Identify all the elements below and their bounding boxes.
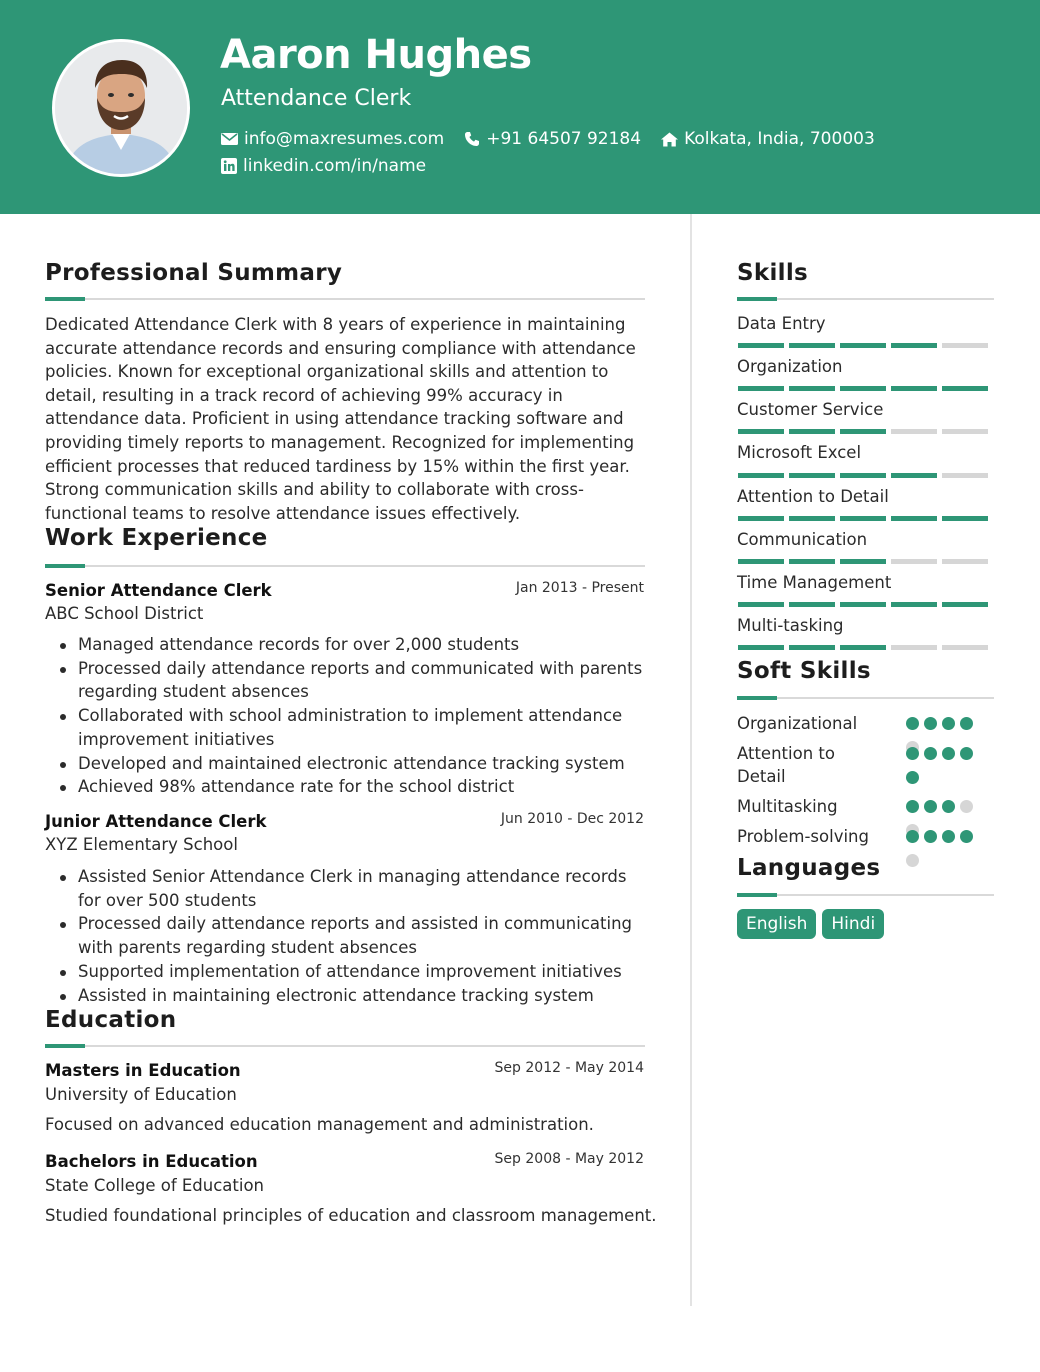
contact-location — [661, 129, 875, 149]
skill-bar-segment — [840, 429, 886, 434]
skill-bar-segment — [942, 516, 988, 521]
skill-bar — [738, 343, 993, 348]
skill-bar-segment — [942, 386, 988, 391]
rating-dot — [906, 771, 919, 784]
contact-row-secondary — [221, 156, 446, 176]
rating-dot — [924, 717, 937, 730]
skill-bar-segment — [840, 602, 886, 607]
skill-bar-segment — [942, 602, 988, 607]
rating-dot — [924, 747, 937, 760]
rating-dot — [960, 830, 973, 843]
profile-photo — [52, 39, 190, 177]
phone-icon — [464, 131, 480, 147]
skill-bar-segment — [840, 343, 886, 348]
linkedin-icon — [221, 158, 237, 174]
summary-heading: Professional Summary — [45, 260, 343, 286]
education-rule — [45, 1045, 645, 1047]
list-item: Supported implementation of attendance improvement initiatives — [60, 960, 650, 984]
skill-bar-segment — [942, 429, 988, 434]
edu-1-school: University of Education — [45, 1085, 237, 1104]
rating-dot — [960, 747, 973, 760]
skills-heading: Skills — [737, 260, 809, 286]
list-item: Managed attendance records for over 2,000 students — [60, 633, 650, 657]
skill-label: Microsoft Excel — [737, 443, 862, 462]
soft-skill-label: Problem-solving — [737, 827, 869, 846]
job-2-dates: Jun 2010 - Dec 2012 — [500, 811, 644, 827]
rating-dot — [960, 800, 973, 813]
edu-2-degree: Bachelors in Education — [45, 1152, 258, 1171]
skill-bar — [738, 473, 993, 478]
skill-label: Attention to Detail — [737, 487, 889, 506]
skill-bar-segment — [789, 343, 835, 348]
skill-bar-segment — [891, 645, 937, 650]
skill-bar-segment — [789, 473, 835, 478]
skills-rule — [737, 298, 994, 300]
skill-bar-segment — [891, 559, 937, 564]
edu-1-degree: Masters in Education — [45, 1061, 241, 1080]
soft-skill-label: Organizational — [737, 714, 858, 733]
skill-bar-segment — [891, 343, 937, 348]
skill-bar-segment — [942, 559, 988, 564]
contact-row-primary — [221, 129, 895, 149]
soft-skill-dots — [906, 747, 984, 795]
email-text: info@maxresumes.com — [244, 129, 445, 149]
edu-2-desc: Studied foundational principles of education and classroom management. — [45, 1206, 657, 1225]
language-tags — [737, 909, 890, 939]
skill-bar-segment — [840, 473, 886, 478]
job-1-dates: Jan 2013 - Present — [515, 580, 644, 596]
home-icon — [661, 132, 678, 147]
skill-bar-segment — [789, 386, 835, 391]
list-item: Assisted Senior Attendance Clerk in managing attendance records for over 500 students — [60, 865, 650, 912]
list-item: Collaborated with school administration to implement attendance improvement initiatives — [60, 704, 650, 751]
experience-rule — [45, 565, 645, 567]
skill-bar-segment — [891, 473, 937, 478]
edu-1-desc: Focused on advanced education management and administration. — [45, 1115, 594, 1134]
skill-bar-segment — [789, 516, 835, 521]
list-item: Assisted in maintaining electronic attendance tracking system — [60, 984, 650, 1008]
experience-heading: Work Experience — [45, 525, 268, 551]
job-1-org: ABC School District — [45, 604, 204, 623]
skill-bar-segment — [840, 386, 886, 391]
candidate-title: Attendance Clerk — [221, 86, 412, 111]
soft-skill-dots — [906, 830, 984, 878]
list-item: Developed and maintained electronic attendance tracking system — [60, 752, 650, 776]
skill-bar-segment — [738, 516, 784, 521]
skill-bar — [738, 602, 993, 607]
languages-heading: Languages — [737, 855, 881, 881]
skill-bar-segment — [891, 429, 937, 434]
job-2-org: XYZ Elementary School — [45, 835, 238, 854]
skill-bar-segment — [738, 645, 784, 650]
rating-dot — [906, 800, 919, 813]
rating-dot — [906, 854, 919, 867]
job-2-title: Junior Attendance Clerk — [45, 812, 267, 831]
skill-label: Customer Service — [737, 400, 884, 419]
summary-text: Dedicated Attendance Clerk with 8 years of experience in maintaining accurate attendance records and ensuring compliance with attendance policies. Known for exceptional organizational skills and attention to detail, resulting in a track record of achieving 99% accuracy in attendance data. Proficient in using attendance tracking software and providing timely reports to management. Recognized for implementing efficient processes that reduced tardiness by 15% within the first year. Strong communication skills and ability to collaborate with cross-functional teams to resolve attendance issues effectively. — [45, 315, 636, 523]
skill-bar-segment — [942, 473, 988, 478]
skill-bar — [738, 516, 993, 521]
rating-dot — [924, 830, 937, 843]
skill-bar-segment — [738, 473, 784, 478]
soft-skills-heading: Soft Skills — [737, 658, 871, 684]
skill-bar — [738, 645, 993, 650]
soft-skills-rule — [737, 697, 994, 699]
skill-bar-segment — [738, 386, 784, 391]
rating-dot — [906, 830, 919, 843]
language-tag-english: English — [737, 909, 816, 939]
job-2-bullets — [60, 865, 650, 1007]
rating-dot — [906, 717, 919, 730]
skill-bar-segment — [789, 559, 835, 564]
skill-bar-segment — [738, 429, 784, 434]
skill-bar-segment — [738, 559, 784, 564]
skill-label: Time Management — [737, 573, 892, 592]
list-item: Processed daily attendance reports and communicated with parents regarding student absences — [60, 657, 650, 704]
skill-bar-segment — [789, 645, 835, 650]
edu-2-dates: Sep 2008 - May 2012 — [494, 1151, 644, 1167]
contact-linkedin[interactable] — [221, 156, 426, 176]
education-heading: Education — [45, 1007, 177, 1033]
list-item: Achieved 98% attendance rate for the school district — [60, 775, 650, 799]
skill-bar-segment — [789, 429, 835, 434]
rating-dot — [906, 747, 919, 760]
skill-bar — [738, 559, 993, 564]
skill-bar-segment — [738, 602, 784, 607]
skill-bar-segment — [789, 602, 835, 607]
resume-header — [0, 0, 1040, 214]
envelope-icon — [221, 132, 238, 146]
skill-bar-segment — [891, 516, 937, 521]
soft-skill-label: Attention to Detail — [737, 744, 835, 786]
skill-bar-segment — [891, 602, 937, 607]
skill-label: Data Entry — [737, 314, 826, 333]
skill-bar-segment — [840, 516, 886, 521]
skill-bar-segment — [942, 645, 988, 650]
languages-rule — [737, 894, 994, 896]
soft-skill-label: Multitasking — [737, 797, 838, 816]
contact-phone[interactable] — [464, 129, 641, 149]
rating-dot — [960, 717, 973, 730]
skill-bar-segment — [738, 343, 784, 348]
rating-dot — [942, 830, 955, 843]
skill-bar — [738, 386, 993, 391]
skill-label: Multi-tasking — [737, 616, 844, 635]
column-divider — [690, 214, 692, 1306]
job-1-title: Senior Attendance Clerk — [45, 581, 272, 600]
skill-bar-segment — [891, 386, 937, 391]
phone-text: +91 64507 92184 — [486, 129, 642, 149]
skill-bar-segment — [840, 559, 886, 564]
linkedin-text: linkedin.com/in/name — [243, 156, 427, 176]
rating-dot — [942, 800, 955, 813]
edu-1-dates: Sep 2012 - May 2014 — [494, 1060, 644, 1076]
rating-dot — [924, 800, 937, 813]
candidate-name: Aaron Hughes — [220, 32, 532, 78]
job-1-bullets — [60, 633, 650, 799]
contact-email[interactable] — [221, 129, 444, 149]
language-tag-hindi: Hindi — [822, 909, 884, 939]
skill-bar-segment — [942, 343, 988, 348]
edu-2-school: State College of Education — [45, 1176, 265, 1195]
rating-dot — [942, 747, 955, 760]
location-text: Kolkata, India, 700003 — [684, 129, 875, 149]
skill-label: Organization — [737, 357, 843, 376]
list-item: Processed daily attendance reports and assisted in communicating with parents regarding student absences — [60, 912, 650, 959]
skill-bar-segment — [840, 645, 886, 650]
skill-bar — [738, 429, 993, 434]
summary-rule — [45, 298, 645, 300]
skill-label: Communication — [737, 530, 868, 549]
person-portrait-icon — [55, 42, 187, 174]
rating-dot — [942, 717, 955, 730]
